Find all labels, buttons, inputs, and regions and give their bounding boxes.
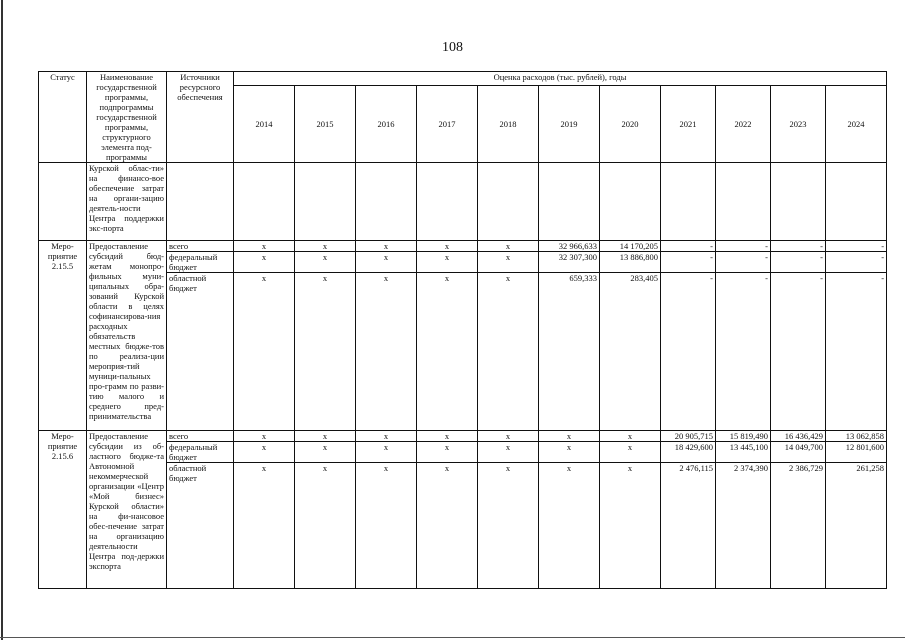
year-header: 2015	[295, 85, 356, 162]
value-cell: 18 429,600	[661, 442, 716, 463]
value-cell: 2 476,115	[661, 463, 716, 589]
table-row	[39, 431, 887, 442]
header-name: Наименование государственной программы, подпрограммы государственной программы, структурного элемента под-программы	[87, 72, 167, 163]
source-cell: всего	[167, 431, 234, 442]
source-cell: всего	[167, 241, 234, 252]
value-cell: 13 445,100	[716, 442, 771, 463]
year-header: 2017	[417, 85, 478, 162]
header-sources: Источники ресурсного обеспечения	[167, 72, 234, 163]
year-header: 2023	[771, 85, 826, 162]
value-cell: x	[295, 431, 356, 442]
value-cell: x	[539, 442, 600, 463]
value-cell: -	[771, 273, 826, 431]
value-cell: 13 886,800	[600, 252, 661, 273]
value-cell: 15 819,490	[716, 431, 771, 442]
value-cell: -	[716, 273, 771, 431]
value-cell: x	[417, 252, 478, 273]
value-cell: 283,405	[600, 273, 661, 431]
year-header: 2021	[661, 85, 716, 162]
value-cell: x	[356, 431, 417, 442]
value-cell: 12 801,600	[826, 442, 887, 463]
value-cell: -	[661, 241, 716, 252]
value-cell: x	[478, 431, 539, 442]
value-cell: x	[478, 463, 539, 589]
value-cell: x	[295, 241, 356, 252]
source-cell	[167, 163, 234, 241]
value-cell: x	[356, 273, 417, 431]
value-cell: x	[478, 252, 539, 273]
header-status: Статус	[39, 72, 87, 163]
value-cell: x	[234, 273, 295, 431]
source-cell: областной бюджет	[167, 463, 234, 589]
value-cell: x	[478, 442, 539, 463]
value-cell: 2 386,729	[771, 463, 826, 589]
value-cell: x	[600, 442, 661, 463]
value-cell: x	[417, 442, 478, 463]
value-cell: 261,258	[826, 463, 887, 589]
value-cell: x	[539, 463, 600, 589]
value-cell: x	[356, 252, 417, 273]
value-cell: x	[356, 442, 417, 463]
value-cell: x	[234, 241, 295, 252]
status-cell: Меро-приятие 2.15.6	[39, 431, 87, 589]
year-header: 2014	[234, 85, 295, 162]
value-cell: x	[295, 442, 356, 463]
year-header: 2016	[356, 85, 417, 162]
source-cell: федеральный бюджет	[167, 252, 234, 273]
value-cell: x	[356, 463, 417, 589]
value-cell: -	[661, 252, 716, 273]
value-cell: x	[295, 273, 356, 431]
year-header: 2019	[539, 85, 600, 162]
value-cell: 16 436,429	[771, 431, 826, 442]
value-cell: -	[716, 241, 771, 252]
value-cell: -	[826, 252, 887, 273]
budget-table	[38, 71, 887, 589]
year-header: 2024	[826, 85, 887, 162]
value-cell: -	[716, 252, 771, 273]
name-cell: Курской облас-ти» на финансо-вое обеспечение затрат на органи-зацию деятель-ности Центра поддержки экс-порта	[87, 163, 167, 241]
value-cell: -	[826, 273, 887, 431]
name-cell: Предоставление субсидий бюд-жетам монопро-фильных муни-ципальных обра-зований Курской области в целях софинансирова-ния расходных обязательств местных бюдже-тов по реализа-ции мероприя-тий муници-пальных про-грамм по разви-тию малого и среднего пред-принимательства	[87, 241, 167, 431]
value-cell: x	[600, 431, 661, 442]
value-cell: x	[234, 431, 295, 442]
value-cell: x	[234, 252, 295, 273]
table-row	[39, 273, 887, 431]
header-estimate: Оценка расходов (тыс. рублей), годы	[234, 72, 887, 86]
name-cell: Предоставление субсидии из об-ластного бюдже-та Автономной некоммерческой организации «Центр «Мой бизнес» Курской области» на фи-нансовое обес-печение затрат на организацию деятельности Центра под-держки экспорта	[87, 431, 167, 589]
value-cell: -	[771, 252, 826, 273]
table-row	[39, 241, 887, 252]
value-cell: -	[826, 241, 887, 252]
value-cell: x	[234, 442, 295, 463]
value-cell: 2 374,390	[716, 463, 771, 589]
scan-edge-bottom	[0, 637, 905, 638]
value-cell: x	[356, 241, 417, 252]
value-cell: x	[478, 241, 539, 252]
value-cell: 32 307,300	[539, 252, 600, 273]
value-cell: 20 905,715	[661, 431, 716, 442]
value-cell: x	[600, 463, 661, 589]
value-cell: -	[661, 273, 716, 431]
scan-edge-left	[1, 0, 3, 640]
value-cell: x	[417, 463, 478, 589]
value-cell: 659,333	[539, 273, 600, 431]
source-cell: областной бюджет	[167, 273, 234, 431]
value-cell: 13 062,858	[826, 431, 887, 442]
value-cell: x	[295, 252, 356, 273]
page-number: 108	[442, 40, 463, 55]
value-cell: x	[478, 273, 539, 431]
value-cell: x	[417, 273, 478, 431]
status-cell: Меро-приятие 2.15.5	[39, 241, 87, 431]
value-cell: x	[417, 241, 478, 252]
value-cell: 32 966,633	[539, 241, 600, 252]
value-cell: x	[539, 431, 600, 442]
value-cell: x	[417, 431, 478, 442]
table-row	[39, 463, 887, 589]
value-cell: 14 049,700	[771, 442, 826, 463]
table-row	[39, 252, 887, 273]
value-cell: x	[234, 463, 295, 589]
value-cell: x	[295, 463, 356, 589]
status-cell	[39, 163, 87, 241]
value-cell: -	[771, 241, 826, 252]
year-header: 2022	[716, 85, 771, 162]
year-header: 2020	[600, 85, 661, 162]
source-cell: федеральный бюджет	[167, 442, 234, 463]
year-header: 2018	[478, 85, 539, 162]
table-row	[39, 442, 887, 463]
value-cell: 14 170,205	[600, 241, 661, 252]
table-row	[39, 163, 887, 241]
